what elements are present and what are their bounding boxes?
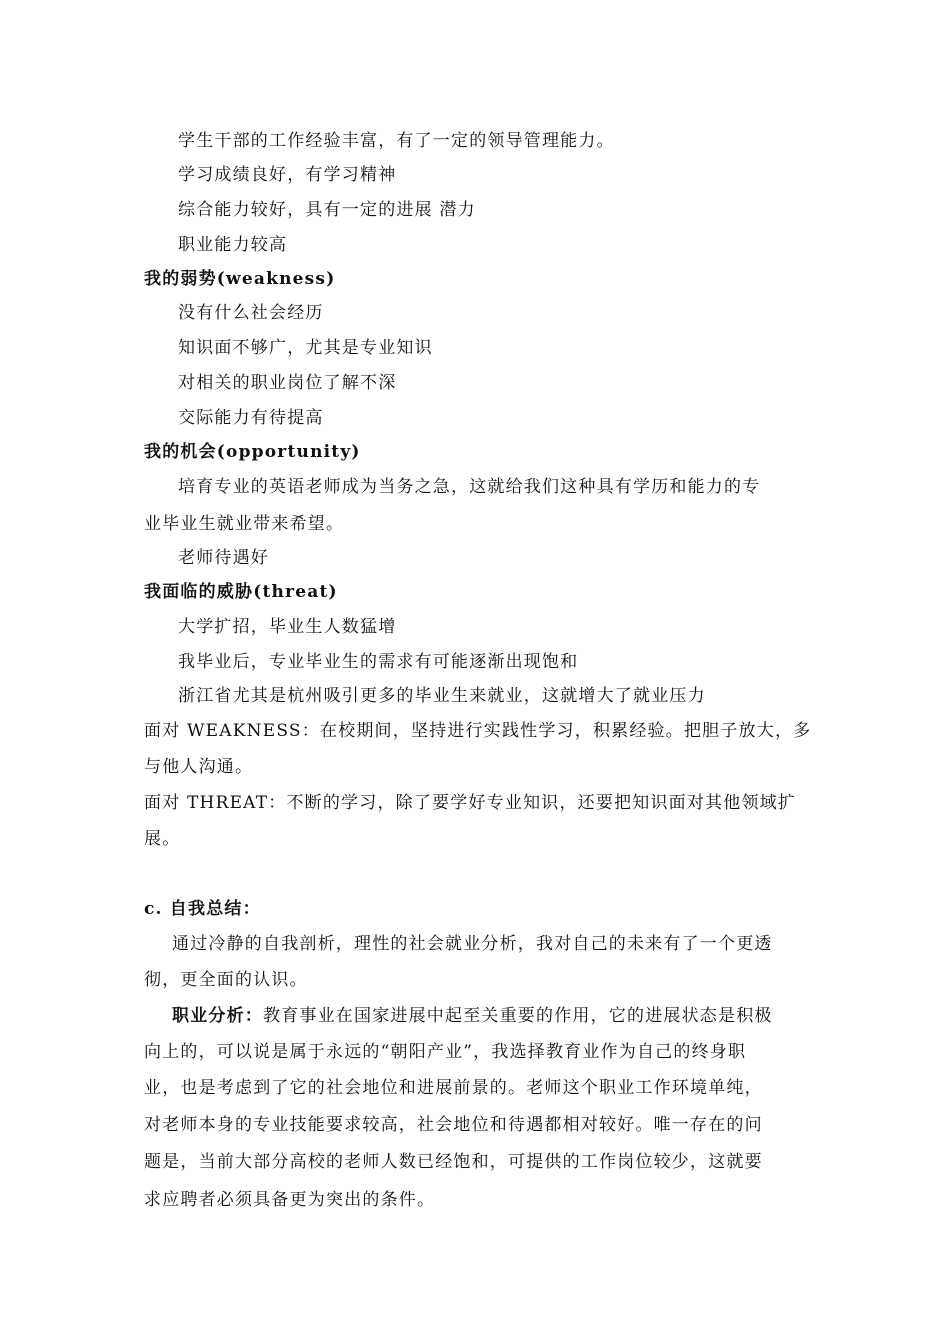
career-analysis-text: 教育事业在国家进展中起至关重要的作用，它的进展状态是积极: [263, 1006, 773, 1026]
face-threat-line: 面对 THREAT：不断的学习，除了要学好专业知识，还要把知识面对其他领域扩: [144, 793, 797, 813]
weakness-item: 交际能力有待提高: [178, 408, 324, 428]
career-analysis-line: 求应聘者必须具备更为突出的条件。: [144, 1190, 436, 1210]
face-weakness-line: 面对 WEAKNESS：在校期间，坚持进行实践性学习，积累经验。把胆子放大，多: [144, 721, 812, 741]
opportunity-paragraph-line: 培育专业的英语老师成为当务之急，这就给我们这种具有学历和能力的专: [178, 477, 761, 497]
opportunity-heading: 我的机会(opportunity): [144, 442, 361, 462]
threat-item: 浙江省尤其是杭州吸引更多的毕业生来就业，这就增大了就业压力: [178, 686, 706, 706]
career-analysis-first-line: [172, 1001, 773, 1026]
summary-paragraph-line: 通过冷静的自我剖析，理性的社会就业分析，我对自己的未来有了一个更透: [172, 934, 773, 954]
threat-item: 我毕业后，专业毕业生的需求有可能逐渐出现饱和: [178, 652, 579, 672]
strength-item: 学生干部的工作经验丰富，有了一定的领导管理能力。: [178, 131, 615, 151]
summary-heading: c. 自我总结：: [144, 899, 261, 919]
career-analysis-line: 题是，当前大部分高校的老师人数已经饱和，可提供的工作岗位较少，这就要: [144, 1152, 763, 1172]
face-threat-line: 展。: [144, 829, 181, 849]
threat-item: 大学扩招，毕业生人数猛增: [178, 617, 397, 637]
career-analysis-line: 业，也是考虑到了它的社会地位和进展前景的。老师这个职业工作环境单纯，: [144, 1078, 763, 1098]
weakness-heading: 我的弱势(weakness): [144, 269, 336, 289]
career-analysis-line: 对老师本身的专业技能要求较高，社会地位和待遇都相对较好。唯一存在的问: [144, 1115, 763, 1135]
weakness-item: 没有什么社会经历: [178, 303, 324, 323]
weakness-item: 对相关的职业岗位了解不深: [178, 373, 397, 393]
opportunity-item: 老师待遇好: [178, 548, 269, 568]
opportunity-paragraph-line: 业毕业生就业带来希望。: [144, 514, 345, 534]
career-analysis-line: 向上的，可以说是属于永远的“朝阳产业”，我选择教育业作为自己的终身职: [144, 1042, 747, 1062]
strength-item: 职业能力较高: [178, 235, 288, 255]
strength-item: 综合能力较好，具有一定的进展 潜力: [178, 200, 476, 220]
weakness-item: 知识面不够广，尤其是专业知识: [178, 338, 433, 358]
career-analysis-label: 职业分析：: [172, 1006, 263, 1026]
summary-paragraph-line: 彻，更全面的认识。: [144, 970, 308, 990]
strength-item: 学习成绩良好，有学习精神: [178, 165, 397, 185]
face-weakness-line: 与他人沟通。: [144, 757, 254, 777]
threat-heading: 我面临的威胁(threat): [144, 582, 338, 602]
